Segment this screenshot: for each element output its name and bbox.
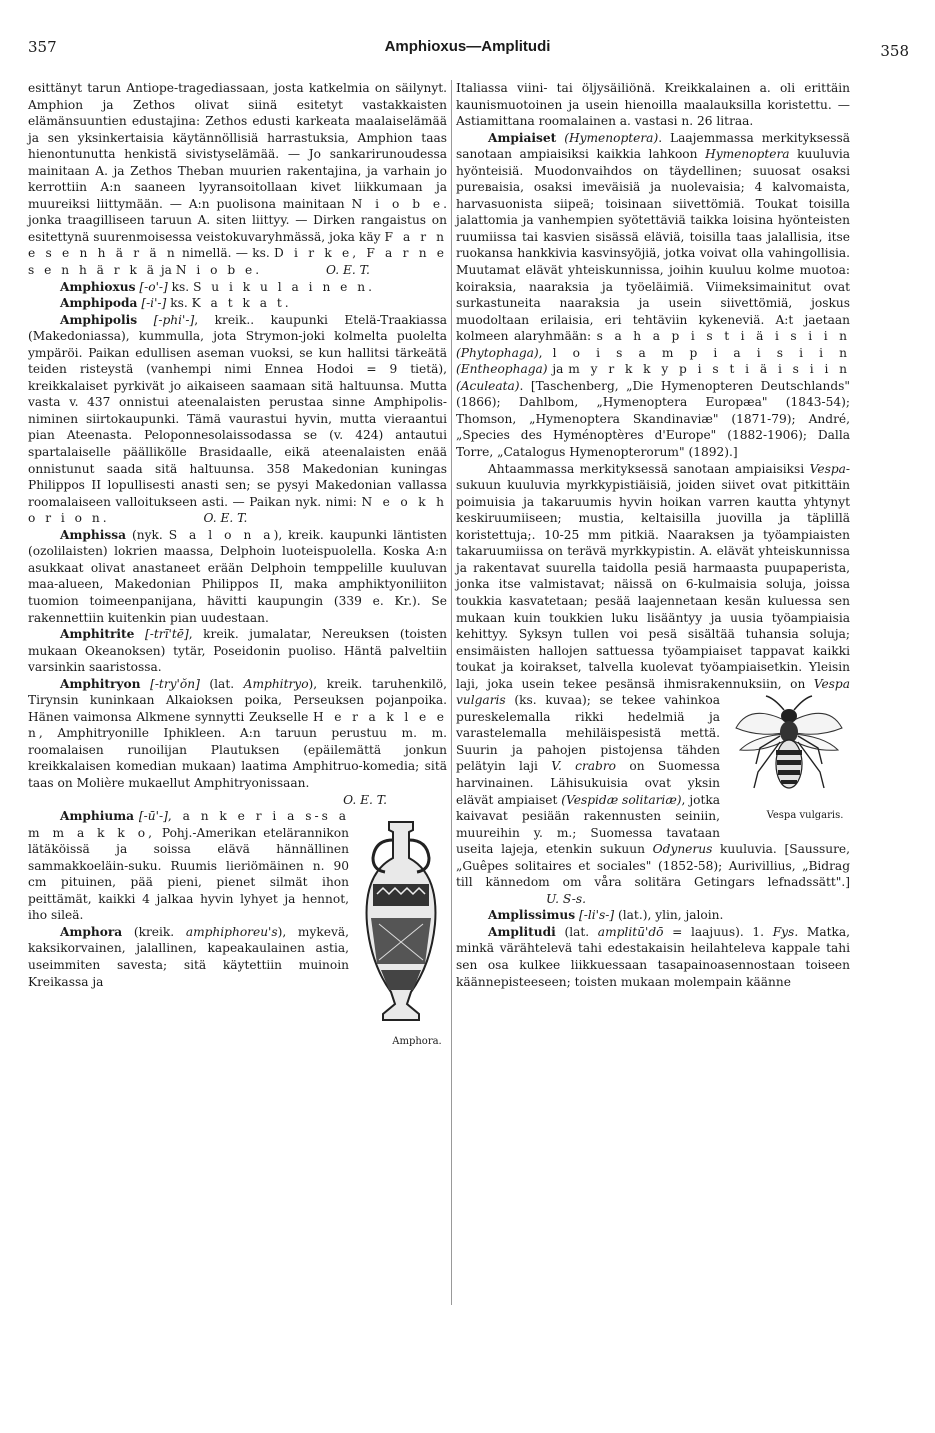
signature: O. E. T. <box>326 263 370 278</box>
running-title: Amphioxus—Amplitudi <box>384 38 551 55</box>
amphora-caption: Amphora. <box>392 1036 442 1048</box>
entry-amphipolis: Amphipolis [-phi'-], kreik.. kaupunki Etelä-Traakiassa (Makedoniassa), kummulla, jota Strymon-joki kolmelta puolelta ympäröi. Paikan edullisen aseman vuoksi, se kun hallitsi tärkeätä teiden risteystä (vanhempi nimi Ennea Hodoi = 9 tietä), kreikkalaiset pyrkivät jo aikaiseen saamaan sitä haltuunsa. Mutta vasta v. 437 onnistui ateenalaisten perustaa sinne Amphipolis-niminen siirtokaupunki. Tämä vaurastui hyvin, mutta vieraantui pian Ateenasta. Peloponnesolaissodassa se (v. 424) antautui spartalaiselle päällikölle Brasidaalle, eikä ateenalaisten enää onnistunut saada sitä haltuunsa. 358 Makedonian kuningas Philippos II lopullisesti anasti sen; se pysyi Makedonian vallassa roomalaiseen valloitukseen asti. — Paikan nyk. nimi: N e o k h o r i o n. O. E. T. <box>28 312 448 526</box>
entry-amphitrite: Amphitrite [-trī'tē], kreik. jumalatar, Nereuksen (toisten mukaan Okeanoksen) tytär, Poseidonin puoliso. Häntä palveltiin varsinkin saaristossa. <box>28 627 447 675</box>
page-header <box>0 38 935 60</box>
ampiaiset-narrow-sense: Ahtaammassa merkityksessä sanotaan ampiaisiksi Vespa-sukuun kuuluvia myrkkypistiäisiä, joiden siivet ovat pitkittäin poimuisia ja takaruumis hyvin hoikan varren kautta yhtynyt keskiruumiiseen; mustia, keltaisilla juovilla ja täplillä koristettuja;. 10-25 mm pitkiä. Naaraksen ja työampiaisten takaruumiissa on terävä myrkkypistin. A. elävät yhteiskunnissa ja rakentavat suurella taidolla pesiä harmaasta puupaperista, jonka itse valmistavat; näissä on 6-kulmaisia soluja, joissa toukkia kasvatetaan; pesää laajennetaan kesän kuluessa sen mukaan kuin toukkien luku lisääntyy ja uusia työampiaisia kehittyy. Syksyn tullen voi pesä sisältää tuhansia soluja; ensimäisten hallojen sattuessa työampiaiset tappavat kaikki toukat ja koirakset, talvella kuolevat työampiaisetkin. Yleisin laji, joka usein tekee pesänsä ihmisrakennuksiin, on Vespa vulgaris. Vespa vulgaris (ks. kuvaa); se tekee vahinkoa pureskelemalla rikki hedelmiä ja varastelemalla mehiläispesistä mettä. Suurin ja pahojen pistojensa tähden pelätyin laji V. crabro on Suomessa harvinainen. Lähisukuisia ovat yksin elävät ampiaiset (Vespidæ solitariæ), jotka kaivavat pesiään rakennusten seiniin, muureihin y. m.; Suomessa tavataan useita lajeja, etenkin sukuun Odynerus kuuluvia. [Saussure, „Guêpes solitaires et sociales" (1852-58); Aurivillius, „Bidrag till kännedom om våra solitära Getingars lefnadssätt".] U. S-s. <box>456 461 851 906</box>
entry-amplitudi: Amplitudi (lat. amplitū'dō = laajuus). 1. Fys. Matka, minkä värähtelevä tahi edestakaisin heilahteleva kappale tahi sen osa kulkee liikkuessaan tasapainoasennostaan toiseen käännepisteeseen; toisten mukaan molempain käänne <box>456 924 851 989</box>
wasp-figure <box>728 692 850 830</box>
amphora-figure <box>355 814 447 1052</box>
signature: O. E. T. <box>203 511 248 526</box>
page-number-right: 358 <box>880 42 909 60</box>
entry-amphiuma: Amphora. Amphiuma [-ū'-], a n k e r i a s-s a m m a k k o, Pohj.-Amerikan etelärannikon lätäköissä ja soissa elävä hännällinen sammakkoeläin-suku. Ruumis lieriömäinen n. 90 cm pituinen, pää pieni, pienet silmät ihon peittämät, kaikki 4 jalkaa hyvin lyhyet ja hennot, iho sileä. <box>28 808 447 924</box>
signature: O. E. T. <box>343 792 387 807</box>
amphora-illustration <box>359 814 443 1036</box>
entry-amphora: Amphora (kreik. amphiphoreu's), mykevä, kaksikorvainen, jalallinen, kapeakaulainen astia, useimmiten savesta; sitä käytettiin muinoin Kreikassa ja <box>28 924 350 989</box>
amphion-continuation: esittänyt tarun Antiope-tragediassaan, josta katkelmia on säilynyt. Amphion ja Zethos olivat siinä esitetyt vastakkaisten elämänsuuntien edustajina: Zethos edusti karkeata maalaiselämää ja sen yksinkertaisia käytännöllisiä harrastuksia, Amphion taas hienontunutta henkistä sivistyselämää. — Jo sankarirunoudessa mainitaan A. ja Zethos Theban muurien rakentajina, ja varhain jo kerrottiin A:n saaneen lyyransoitollaan kivet liikkumaan ja muureiksi liittymään. — A:n puolisona mainitaan N i o b e. jonka traagilliseen taruun A. siten liittyy. — Dirken rangaistus on esitettynä suurenmoisessa veistokuvaryhmässä, joka käy F a r n e s e n h ä r ä n nimellä. — ks. D i r k e, F a r n e s e n h ä r k ä ja N i o b e. O. E. T. <box>28 81 448 278</box>
column-divider <box>451 80 452 1305</box>
entry-amphissa: Amphissa (nyk. S a l o n a), kreik. kaupunki läntisten (ozolilaisten) lokrien maassa, Delphoin luoteispuolella. Koska A:n asukkaat olivat anastaneet erään Delphoin temppelille kuuluvan maa-alueen, Makedonian Philippos II, maka amphiktyoniliiton tuomion toimeenpanijana, hävitti kaupungin (339 e. Kr.). Se rakennettiin kuitenkin pian uudestaan. <box>28 527 448 625</box>
entry-amplissimus: Amplissimus [-li's-] (lat.), ylin, jaloin. <box>488 908 724 923</box>
wasp-illustration <box>730 692 848 810</box>
amphora-continuation: Italiassa viini- tai öljysäiliönä. Kreikkalainen a. oli erittäin kaunismuotoinen ja usein hienoilla maalauksilla koristettu. — Astiamittana roomalainen a. vastasi n. 26 litraa. <box>456 81 850 129</box>
signature: U. S-s. <box>546 891 586 906</box>
left-column <box>28 80 447 1054</box>
entry-amphipoda: Amphipoda [-i'-] ks. K a t k a t. <box>60 296 292 311</box>
wasp-caption: Vespa vulgaris. <box>766 810 844 822</box>
entry-ampiaiset: Ampiaiset (Hymenoptera). Laajemmassa merkityksessä sanotaan ampiaisiksi kaikkia lahkoon Hymenoptera kuuluvia hyönteisiä. Muodonvaihdos on täydellinen; suuosat osaksi pureваisia, osaksi imeväisiä ja nuolevaisia; 4 kalvomaista, harvasuonista siipeä; toisinaan siivettömiä. Toukat toisilla jalattomia ja vanhempien syötettäviä taikka loisina hyönteisten ruumiissa tai kasvien sisässä eläviä, toisilla taas jalallisia, itse ruokansa hankkivia kasvinsyöjiä, jotka voivat olla vahingollisia. Muutamat elävät yhteiskunnissa, joihin kuuluu kolme muotoa: koiraksia, naaraksia ja työeläimiä. Viimeksimainitut ovat surkastuneita naaraksia ja usein siivettömiä, joskus muodoltaan erilaisia, eri tehtäviin kykeneviä. A:t jaetaan kolmeen alaryhmään: s a h a p i s t i ä i s i i n (Phytophaga), l o i s a m p i a i s i i n (Entheophaga) ja m y r k k y p i s t i ä i s i i n (Aculeata). [Taschenberg, „Die Hymenopteren Deutschlands" (1866); Dahlbom, „Hymenoptera Europæa" (1843-54); Thomson, „Hymenoptera Skandinaviæ" (1871-79); André, „Species des Hyménoptères d'Europe" (1882-1906); Dalla Torre, „Catalogus Hymenopterorum" (1892).] <box>456 130 851 460</box>
entry-amphitryon: Amphitryon [-try'ŏn] (lat. Amphitryo), kreik. taruhenkilö, Tirynsin kuninkaan Alkaioksen poika, Perseuksen pojanpoika. Hänen vaimonsa Alkmene synnytti Zeukselle H e r a k l e e n, Amphitryonille Iphikleen. A:n taruun perustuu m. m. roomalaisen runoilijan Plautuksen (epäilemättä jonkun kreikkalaisen komedian mukaan) laatima Amphitruo-komedia; sitä taas on Molière mukaellut Amphitryonissaan. O. E. T. <box>28 676 448 807</box>
entry-amphioxus: Amphioxus [-o'-] ks. S u i k u l a i n e n. <box>60 279 375 294</box>
page-number-left: 357 <box>28 38 57 56</box>
right-column <box>456 80 850 990</box>
